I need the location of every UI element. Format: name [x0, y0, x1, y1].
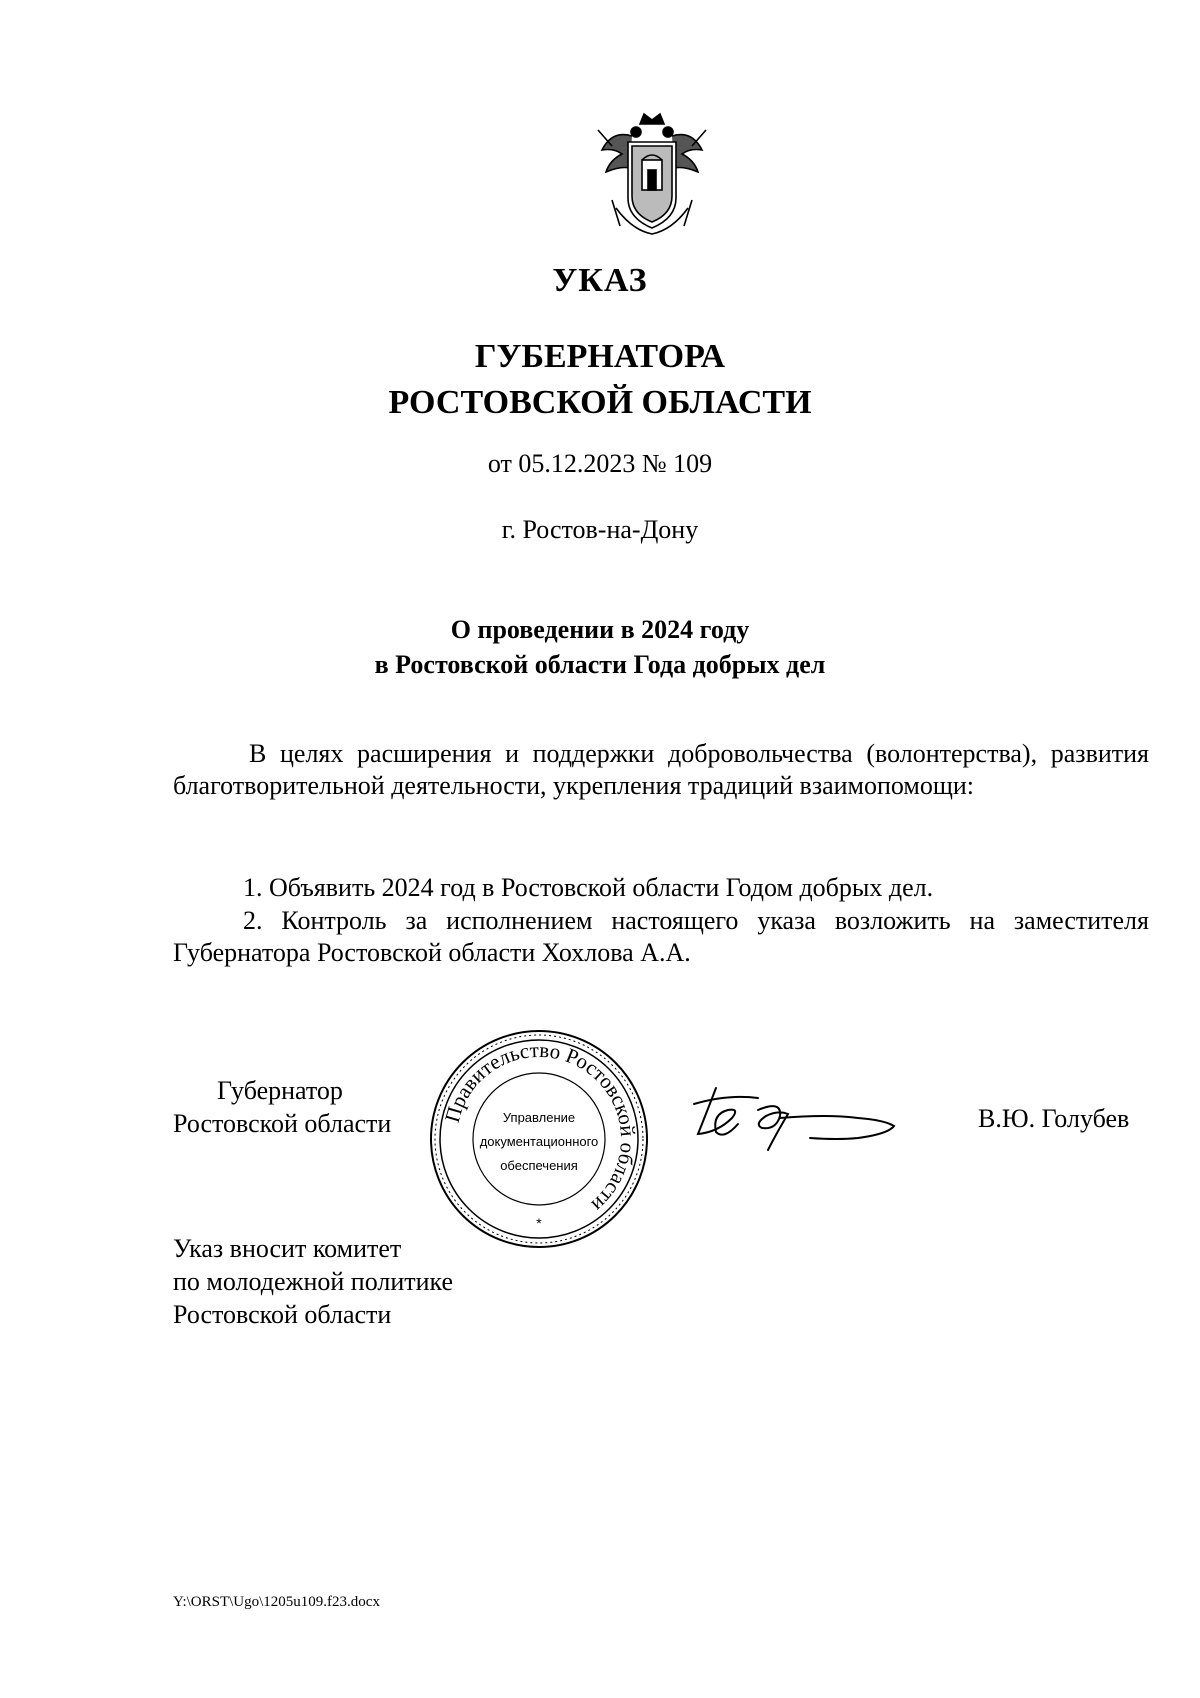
- city: г. Ростов-на-Дону: [501, 515, 699, 544]
- stamp-star-icon: *: [536, 1215, 542, 1231]
- decree-item-2: 2. Контроль за исполнением настоящего указа возложить на заместителя Губернатора Ростовской области Хохлова А.А.: [173, 906, 1149, 967]
- submitted-line-1: Указ вносит комитет: [173, 1234, 402, 1263]
- submitted-by-note: [173, 1232, 453, 1331]
- date-and-number: от 05.12.2023 № 109: [487, 449, 713, 478]
- position-line-2: Ростовской области: [173, 1109, 392, 1138]
- decree-item-1: 1. Объявить 2024 год в Ростовской области Годом добрых дел.: [243, 873, 934, 902]
- preamble-paragraph: В целях расширения и поддержки добровольчества (волонтерства), развития благотворительной деятельности, укрепления традиций взаимопомощи:: [173, 739, 1149, 800]
- stamp-inner-line-1: Управление: [502, 1110, 576, 1125]
- subject-line-2: в Ростовской области Года добрых дел: [374, 650, 826, 679]
- file-path-footer: Y:\ORST\Ugo\1205u109.f23.docx: [173, 1594, 380, 1610]
- position-line-1: Губернатор: [217, 1076, 343, 1105]
- document-subject: [0, 612, 1200, 682]
- authority-line-2: РОСТОВСКОЙ ОБЛАСТИ: [388, 384, 812, 421]
- coat-of-arms-icon: [592, 110, 712, 240]
- submitted-line-2: по молодежной политике: [173, 1267, 454, 1296]
- document-type: УКАЗ: [552, 262, 648, 299]
- stamp-inner-line-2: документационного: [479, 1134, 599, 1149]
- authority-line-1: ГУБЕРНАТОРА: [474, 338, 726, 375]
- handwritten-signature: [688, 1074, 928, 1164]
- signatory-position: [173, 1074, 391, 1140]
- submitted-line-3: Ростовской области: [173, 1300, 392, 1329]
- signatory-name: В.Ю. Голубев: [978, 1104, 1130, 1133]
- subject-line-1: О проведении в 2024 году: [450, 615, 750, 644]
- issuing-authority: [0, 334, 1200, 426]
- official-stamp: [428, 1028, 650, 1250]
- stamp-ring-text: Правительство Ростовской области: [439, 1037, 641, 1218]
- stamp-inner-line-3: обеспечения: [500, 1158, 578, 1173]
